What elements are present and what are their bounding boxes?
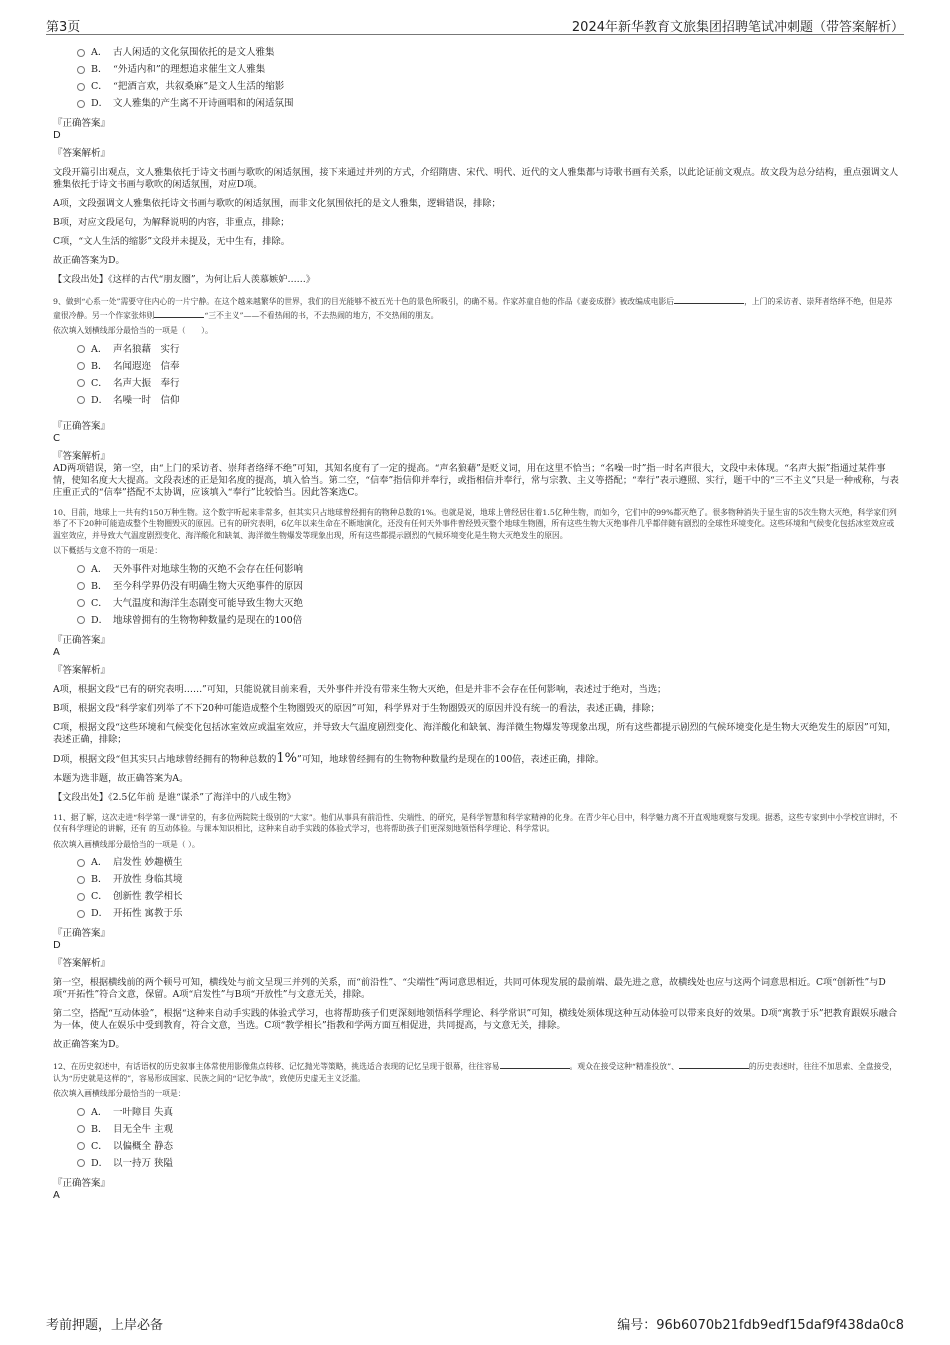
q9-option-a[interactable]: A． 声名狼藉 实行 [77, 341, 900, 358]
q10-analysis-d: D项，根据文段“但其实只占地球曾经拥有的物种总数的1%”可知，地球曾经拥有的生物物种数量约是现在的100倍，表述正确，排除。 [53, 750, 605, 766]
radio-icon[interactable] [77, 859, 85, 867]
q11-analysis-2: 第二空，搭配“互动体验”，根据“这种来自动手实践的体验式学习，也将帮助孩子们更深刻地领悟科学理论、科学常识”可知，横线处须体现这种互动体验可以带来良好的效果。D项“寓教于乐”把教育跟娱乐融合为一体，使人在娱乐中受到教育，符合文意，当选。C项“教学相长”指教和学两方面互相促进，共同提高，与文意无关，排除。 [53, 1008, 898, 1031]
q12-option-d[interactable]: D． 以一持万 狭隘 [77, 1155, 900, 1172]
radio-icon[interactable] [77, 893, 85, 901]
radio-icon[interactable] [77, 616, 85, 624]
q12-instruction: 依次填入画横线部分最恰当的一项是： [53, 1089, 186, 1098]
q9-option-b[interactable]: B． 名闻遐迩 信奉 [77, 358, 900, 375]
q8-analysis-4: C项，“文人生活的缩影”文段并未提及，无中生有，排除。 [53, 236, 290, 247]
q10-conclusion: 本题为选非题，故正确答案为A。 [53, 772, 189, 784]
q11-analysis-3: 故正确答案为D。 [53, 1039, 125, 1050]
q9-analysis: AD两项错误，第一空，由“上门的采访者、崇拜者络绎不绝”可知，其知名度有了一定的提高。“声名狼藉”是贬义词，用在这里不恰当；“名噪一时”指一时名声很大，文段中未体现。“名声大振”指通过某件事情，使知名度大大提高。文段表述的正是知名度的提高，填入恰当。第二空，“信奉”指信仰并奉行，或指相信并奉行，常与宗教、主义等搭配；“奉行”表示遵照、实行，题干中的“三不主义”只是一种戒称，与表庄重正式的“信奉”搭配不太协调，应该填入“奉行”比较恰当。因此答案选C。 [53, 462, 899, 498]
q12-options [77, 1104, 900, 1172]
blank-line [679, 1059, 749, 1069]
radio-icon[interactable] [77, 582, 85, 590]
answer-label: 『正确答案』 [53, 634, 111, 646]
radio-icon[interactable] [77, 362, 85, 370]
q10-option-d[interactable]: D． 地球曾拥有的生物物种数量约是现在的100倍 [77, 612, 900, 629]
q11-option-a[interactable]: A． 启发性 妙趣横生 [77, 854, 900, 871]
q10-instruction: 以下概括与文意不符的一项是： [53, 546, 163, 555]
document-body [53, 44, 900, 1304]
radio-icon[interactable] [77, 876, 85, 884]
q10-analysis-c: C项，根据文段“这些环境和气候变化包括冰室效应或温室效应，并导致大气温度剧烈变化、海洋酸化和缺氧、海洋微生物爆发等现象出现，所有这些都提示剧烈的气候环境变化是生物大灭绝发生的原因”可知，表述正确，排除； [53, 721, 897, 745]
q8-option-b[interactable]: B． “外适内和”的理想追求催生文人雅集 [77, 61, 900, 78]
radio-icon[interactable] [77, 599, 85, 607]
radio-icon[interactable] [77, 1159, 85, 1167]
q8-source: 【文段出处】《这样的古代“朋友圈”，为何让后人羡慕嫉妒……》 [53, 274, 316, 285]
page-header [46, 14, 904, 35]
radio-icon[interactable] [77, 910, 85, 918]
radio-icon[interactable] [77, 100, 85, 108]
q12-stem: 12、在历史叙述中，有话语权的历史叙事主体常使用影像焦点转移、记忆抛光等策略，挑选适合表现的记忆呈现于银幕，往往容易 。观众在接受这种“精准投放”、 的历史表述时，往往不加思索、全盘接受，认为“历史就是这样的”，容易形成国家、民族之间的“记忆争战”，致使历史虚无主义泛滥。 [53, 1059, 900, 1084]
document-serial: 编号：96b6070b21fdb9edf15daf9f438da0c8 [617, 1318, 904, 1333]
q8-analysis-5: 故正确答案为D。 [53, 255, 125, 266]
q11-stem: 11、据了解，这次走进“科学第一课”讲堂的，有多位两院院士级别的“大家”。他们从事具有前沿性、尖端性、的研究，是科学智慧和科学家精神的化身。在青少年心目中，科学魅力离不开直观地观察与发现。据悉，这些专家到中小学校宣讲时，不仅有科学理论的讲解，还有 的互动体验。与课本知识相比，这种来自动手实践的体验式学习，也将帮助孩子们更深刻地领悟科学理论、科学常识。 [53, 812, 898, 833]
q10-analysis-b: B项，根据文段“科学家们列举了不下20种可能造成整个生物圈毁灭的原因”可知，科学界对于生物圈毁灭的原因并没有统一的看法，表述正确，排除； [53, 702, 660, 714]
page-footer [46, 1312, 904, 1332]
q11-answer: D [53, 940, 61, 951]
q10-option-b[interactable]: B． 至今科学界仍没有明确生物大灭绝事件的原因 [77, 578, 900, 595]
footer-slogan: 考前押题，上岸必备 [46, 1318, 164, 1333]
answer-label: 『正确答案』 [53, 928, 111, 939]
answer-label: 『正确答案』 [53, 118, 111, 129]
analysis-label: 『答案解析』 [53, 664, 111, 676]
q9-options [77, 341, 900, 409]
radio-icon[interactable] [77, 66, 85, 74]
q11-options [77, 854, 900, 922]
radio-icon[interactable] [77, 1142, 85, 1150]
analysis-label: 『答案解析』 [53, 148, 111, 159]
q10-source: 【文段出处】《2.5亿年前 是谁“谋杀”了海洋中的八成生物》 [53, 791, 296, 803]
radio-icon[interactable] [77, 345, 85, 353]
answer-label: 『正确答案』 [53, 420, 111, 432]
blank-line [674, 294, 744, 304]
q11-instruction: 依次填入画横线部分最恰当的一项是（ ）。 [53, 839, 200, 849]
q12-answer: A [53, 1189, 60, 1201]
radio-icon[interactable] [77, 379, 85, 387]
radio-icon[interactable] [77, 565, 85, 573]
radio-icon[interactable] [77, 83, 85, 91]
q11-option-c[interactable]: C． 创新性 教学相长 [77, 888, 900, 905]
radio-icon[interactable] [77, 1125, 85, 1133]
blank-line [500, 1059, 570, 1069]
radio-icon[interactable] [77, 1108, 85, 1116]
q8-analysis-1: 文段开篇引出观点，文人雅集依托于诗文书画与歌吹的闲适氛围，接下来通过并列的方式，介绍隋唐、宋代、明代、近代的文人雅集都与诗歌书画有关系，以此论证前文观点。故文段为总分结构，重点强调文人雅集依托于诗文书画与歌吹的闲适氛围，对应D项。 [53, 167, 899, 190]
radio-icon[interactable] [77, 396, 85, 404]
blank-line [154, 308, 204, 318]
q9-option-d[interactable]: D． 名噪一时 信仰 [77, 392, 900, 409]
q9-instruction: 依次填入划横线部分最恰当的一项是（ ）。 [53, 326, 213, 335]
analysis-label: 『答案解析』 [53, 958, 111, 969]
q12-option-b[interactable]: B． 目无全牛 主观 [77, 1121, 900, 1138]
document-title: 2024年新华教育文旅集团招聘笔试冲刺题（带答案解析） [571, 20, 904, 35]
q8-answer: D [53, 130, 61, 141]
q10-option-c[interactable]: C． 大气温度和海洋生态剧变可能导致生物大灭绝 [77, 595, 900, 612]
q9-stem: 9、做到“心系一处”需要守住内心的一片宁静。在这个越来越繁华的世界，我们的目光能够不被五光十色的景色所吸引，的确不易。作家苏童自他的作品《妻妾成群》被改编成电影后 ，上门的采访者、崇拜者络绎不绝，但是苏童很冷静。另一个作家张炜则 “三不主义”——不看热闹的书，不去热闹的地方，不交热闹的朋友。 [53, 294, 900, 321]
q10-analysis-a: A项，根据文段“已有的研究表明……”可知，只能说就目前来看，天外事件并没有带来生物大灭绝，但是并非不会存在任何影响，表述过于绝对，当选； [53, 683, 667, 695]
q8-analysis-2: A项，文段强调文人雅集依托诗文书画与歌吹的闲适氛围，而非文化氛围依托的是文人雅集，逻辑错误，排除； [53, 198, 501, 209]
q12-option-c[interactable]: C． 以偏概全 静态 [77, 1138, 900, 1155]
q9-option-c[interactable]: C． 名声大振 奉行 [77, 375, 900, 392]
q8-option-c[interactable]: C． “把酒言欢，共叙桑麻”是文人生活的缩影 [77, 78, 900, 95]
q10-answer: A [53, 646, 60, 658]
q10-options [77, 561, 900, 629]
answer-label: 『正确答案』 [53, 1177, 111, 1189]
q11-option-d[interactable]: D． 开拓性 寓教于乐 [77, 905, 900, 922]
q8-analysis-3: B项，对应文段尾句，为解释说明的内容，非重点，排除； [53, 217, 290, 228]
q8-option-d[interactable]: D． 文人雅集的产生离不开诗画唱和的闲适氛围 [77, 95, 900, 112]
q10-option-a[interactable]: A． 天外事件对地球生物的灭绝不会存在任何影响 [77, 561, 900, 578]
radio-icon[interactable] [77, 49, 85, 57]
q8-option-a[interactable]: A． 古人闲适的文化氛围依托的是文人雅集 [77, 44, 900, 61]
q10-stem: 10、目前，地球上一共有约150万种生物。这个数字听起来非常多，但其实只占地球曾经拥有的物种总数的1%。也就是说，地球上曾经居住着1.5亿种生物，而如今，它们中的99%都灭绝了。很多物种消失于显生宙的5次生物大灭绝，科学家们列举了不下20种可能造成整个生物圈毁灭的原因。已有的研究表明，6亿年以来生命在不断地演化，还没有任何天外事件曾经毁灭整个地球生物圈，所有这些生物大灭绝事件几乎都伴随有剧烈的全球性环境变化。这些环境和气候变化包括冰室效应或温室效应，并导致大气温度剧烈变化、海洋酸化和缺氧、海洋微生物爆发等现象出现，所有这些都提示剧烈的气候环境变化是生物大灭绝发生的原因。 [53, 507, 897, 540]
q8-options [77, 44, 900, 112]
page-number: 第3页 [46, 20, 81, 35]
q9-answer: C [53, 432, 60, 444]
q12-option-a[interactable]: A． 一叶障目 失真 [77, 1104, 900, 1121]
q11-analysis-1: 第一空，根据横线前的两个顿号可知，横线处与前文呈现三并列的关系，而“前沿性”、“尖端性”两词意思相近，共同可体现发展的最前端、最先进之意，故横线处也应与这两个词意思相近。C项“创新性”与D项“开拓性”符合文意，保留。A项“启发性”与B项“开放性”与文意无关，排除。 [53, 977, 886, 1000]
q11-option-b[interactable]: B． 开放性 身临其境 [77, 871, 900, 888]
analysis-label: 『答案解析』 [53, 450, 111, 462]
